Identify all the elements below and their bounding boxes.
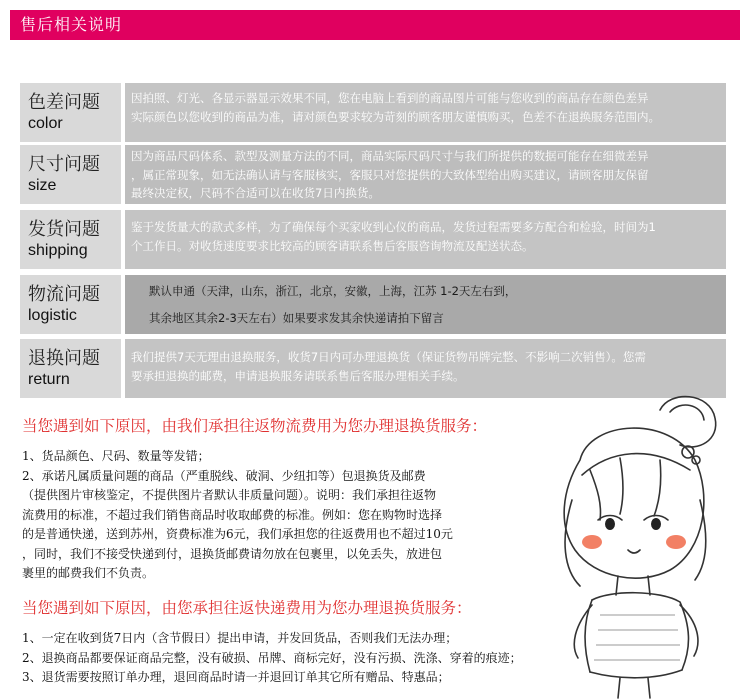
faq-line: 其余地区其余2-3天左右）如果要求发其余快递请拍下留言 bbox=[149, 311, 444, 325]
faq-row-shipping bbox=[20, 210, 726, 269]
faq-line: 鉴于发货量大的款式多样，为了确保每个买家收到心仪的商品，发货过程需要多方配合和检验，时间为1 bbox=[131, 220, 656, 234]
faq-title-cn: 发货问题 bbox=[28, 219, 100, 240]
faq-label bbox=[20, 145, 123, 204]
section1-line: ，同时，我们不接受快递到付，退换货邮费请勿放在包裹里，以免丢失，放进包 bbox=[22, 546, 443, 561]
faq-line: 实际颜色以您收到的商品为准，请对颜色要求较为苛刻的顾客朋友谨慎购买，色差不在退换服务范围内。 bbox=[131, 110, 660, 124]
faq-title-cn: 尺寸问题 bbox=[28, 154, 100, 175]
faq-label bbox=[20, 83, 123, 142]
faq-label bbox=[20, 275, 123, 334]
faq-line: 我们提供7天无理由退换服务，收货7日内可办理退换货（保证货物吊牌完整、不影响二次销售）。您需 bbox=[131, 350, 646, 364]
faq-line: 要承担退换的邮费，申请退换服务请联系售后客服办理相关手续。 bbox=[131, 369, 465, 383]
faq-line: ，属正常现象，如无法确认请与客服核实，客服只对您提供的大致体型给出购买建议，请顾客朋友保留 bbox=[131, 167, 649, 182]
section1-body bbox=[22, 447, 453, 584]
section1-line: 流费用的标准，不超过我们销售商品时收取邮费的标准。例如：您在购物时选择 bbox=[22, 507, 443, 522]
section2-line: 1、一定在收到货7日内（含节假日）提出申请，并发回货品，否则我们无法办理； bbox=[22, 631, 458, 645]
faq-content bbox=[125, 275, 726, 334]
cartoon-girl-illustration bbox=[520, 390, 750, 700]
section2-line: 2、退换商品都要保证商品完整，没有破损、吊牌、商标完好，没有污损、洗涤、穿着的痕迹； bbox=[22, 650, 522, 665]
section1-line: 2、承诺凡属质量问题的商品（严重脱线、破洞、少纽扣等）包退换货及邮费 bbox=[22, 468, 426, 483]
faq-line: 个工作日。对收货速度要求比较高的顾客请联系售后客服咨询物流及配送状态。 bbox=[131, 239, 534, 253]
faq-title-cn: 退换问题 bbox=[28, 348, 100, 369]
faq-line: 因为商品尺码体系、款型及测量方法的不同，商品实际尺码尺寸与我们所提供的数据可能存在细微差异 bbox=[131, 149, 649, 163]
faq-title-en: color bbox=[28, 115, 63, 132]
faq-title-en: size bbox=[28, 177, 57, 194]
faq-title-en: logistic bbox=[28, 307, 77, 324]
faq-title-cn: 色差问题 bbox=[28, 92, 100, 113]
section1-line: 裹里的邮费我们不负责。 bbox=[22, 566, 155, 580]
section1-title: 当您遇到如下原因，由我们承担往返物流费用为您办理退换货服务： bbox=[22, 417, 488, 435]
section1-line: 的是普通快递，送到苏州，资费标准为6元，我们承担您的往返费用也不超过10元 bbox=[22, 527, 453, 541]
header-title: 售后相关说明 bbox=[20, 15, 123, 34]
section1-line: 1、货品颜色、尺码、数量等发错； bbox=[22, 449, 210, 463]
faq-line: 默认申通（天津，山东，浙江，北京，安徽，上海，江苏 1-2天左右到， bbox=[149, 284, 517, 298]
faq-title-cn: 物流问题 bbox=[28, 284, 100, 305]
section2-title: 当您遇到如下原因，由您承担往返快递费用为您办理退换货服务： bbox=[22, 599, 472, 617]
section2-line: 3、退货需要按照订单办理，退回商品时请一并退回订单其它所有赠品、特惠品； bbox=[22, 670, 450, 684]
faq-content bbox=[125, 210, 726, 269]
faq-row-size bbox=[20, 145, 726, 204]
faq-label bbox=[20, 210, 123, 269]
section2-body bbox=[22, 629, 522, 688]
faq-label bbox=[20, 339, 123, 398]
faq-content bbox=[125, 145, 726, 204]
section1-line: （提供图片审核鉴定，不提供图片者默认非质量问题）。说明：我们承担往返物 bbox=[22, 488, 437, 502]
faq-content bbox=[125, 83, 726, 142]
faq-row-logistic bbox=[20, 275, 726, 334]
faq-title-en: shipping bbox=[28, 242, 88, 259]
faq-row-color bbox=[20, 83, 726, 142]
faq-title-en: return bbox=[28, 371, 70, 388]
header-bar bbox=[10, 10, 740, 40]
faq-line: 最终决定权，尺码不合适可以在收货7日内换货。 bbox=[131, 186, 380, 200]
faq-line: 因拍照、灯光、各显示器显示效果不同，您在电脑上看到的商品图片可能与您收到的商品存在颜色差异 bbox=[131, 91, 649, 105]
